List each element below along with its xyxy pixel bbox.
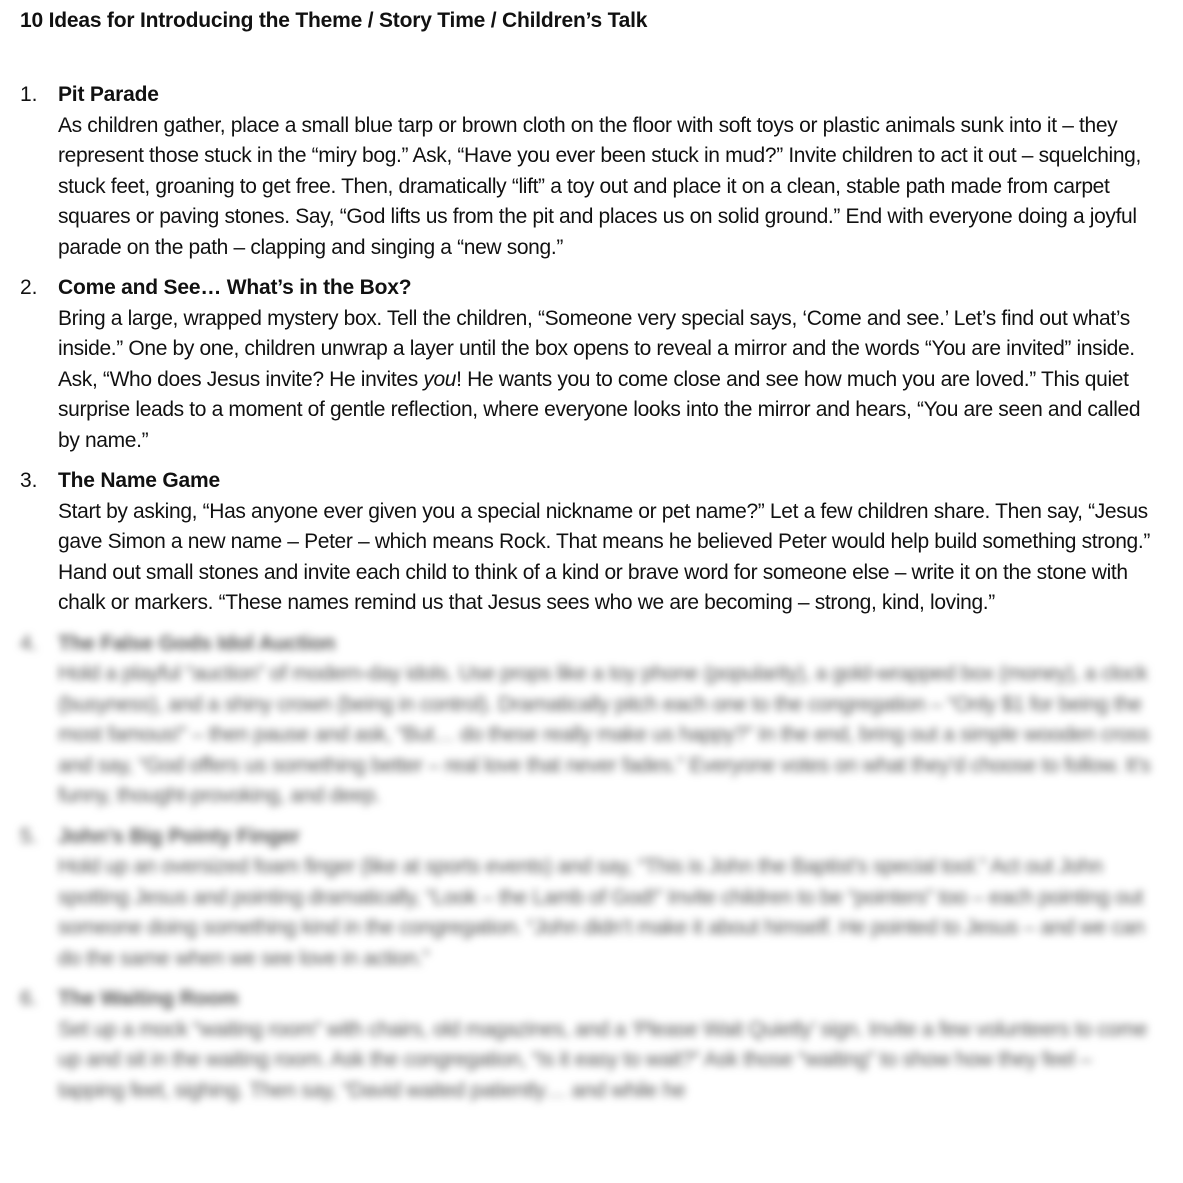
list-item-body: Start by asking, “Has anyone ever given you a special nickname or pet name?” Let a few children share. Then say, “Jesus gave Simon a new name – Peter – which means Rock. That means he believed Peter would help build something strong.” Hand out small stones and invite each child to think of a kind or brave word for someone else – write it on the stone with chalk or markers. “These names remind us that Jesus sees who we are becoming – strong, kind, loving.” xyxy=(58,499,1151,614)
document-title: 10 Ideas for Introducing the Theme / Story Time / Children’s Talk xyxy=(20,9,648,32)
list-item-number: 2. xyxy=(20,276,38,299)
list-item-number: 4. xyxy=(20,631,38,655)
list-item-heading: The False Gods Idol Auction xyxy=(58,631,336,655)
list-item-body xyxy=(58,304,1163,457)
list-item-body: Hold a playful “auction” of modern-day idols. Use props like a toy phone (popularity), a gold-wrapped box (money), a clock (busyness), and a shiny crown (being in control). Dramatically pitch each one to the congregation – “Only $1 for being the most famous!” – then pause and ask, “But… do these really make us happy?” In the end, bring out a simple wooden cross and say, “God offers us something better – real love that never fades.” Everyone votes on what they’d choose to follow. It’s funny, thought-provoking, and deep. xyxy=(58,662,1151,807)
list-item-heading: The Name Game xyxy=(58,469,220,492)
emphasis-text: you xyxy=(423,367,457,391)
list-item-number: 3. xyxy=(20,469,38,492)
list-item-come-and-see xyxy=(0,273,1183,456)
list-item-heading: Come and See… What’s in the Box? xyxy=(58,276,412,299)
list-item-pointy-finger xyxy=(0,822,1183,975)
list-item-idol-auction xyxy=(0,629,1183,812)
list-item-body: Hold up an oversized foam finger (like at sports events) and say, “This is John the Baptist’s special tool.” Act out John spotting Jesus and pointing dramatically, “Look – the Lamb of God!” Invite children to be “pointers” too – each pointing out someone doing something kind in the congregation. “John didn’t make it about himself. He pointed to Jesus – and we can do the same when we see love in action.” xyxy=(58,855,1145,970)
list-item-pit-parade xyxy=(0,80,1183,263)
list-item-number: 1. xyxy=(20,83,38,106)
list-item-body: Set up a mock “waiting room” with chairs, old magazines, and a ‘Please Wait Quietly’ sign. Invite a few volunteers to come up and sit in the waiting room. Ask the congregation, “Is it easy to wait?” Ask those “waiting” to show how they feel – tapping feet, sighing. Then say, “David waited patiently… and while he xyxy=(58,1017,1148,1102)
body-text: ! He wants you to come close and see how much you are loved.” This quiet surprise leads to a moment of gentle reflection, where everyone looks into the mirror and hears, “You are seen and called by name.” xyxy=(58,367,1141,452)
list-item-name-game xyxy=(0,466,1183,619)
body-text: Bring a large, wrapped mystery box. Tell the children, “Someone very special says, ‘Come and see.’ Let’s find out what’s inside.” One by one, children unwrap a layer until the box opens to reveal a mirror and the words “You are invited” inside. Ask, “Who does Jesus invite? He invites xyxy=(58,306,1135,391)
list-item-number: 5. xyxy=(20,824,38,848)
list-item-number: 6. xyxy=(20,987,38,1010)
ideas-list xyxy=(0,80,1183,1116)
blurred-region xyxy=(0,629,1183,1107)
list-item-waiting-room xyxy=(0,984,1183,1106)
list-item-body: As children gather, place a small blue tarp or brown cloth on the floor with soft toys or plastic animals sunk into it – they represent those stuck in the “miry bog.” Ask, “Have you ever been stuck in mud?” Invite children to act it out – squelching, stuck feet, groaning to get free. Then, dramatically “lift” a toy out and place it on a clean, stable path made from carpet squares or paving stones. Say, “God lifts us from the pit and places us on solid ground.” End with everyone doing a joyful parade on the path – clapping and singing a “new song.” xyxy=(58,113,1141,259)
list-item-heading: Pit Parade xyxy=(58,83,159,106)
list-item-heading: The Waiting Room xyxy=(58,987,239,1010)
list-item-heading: John’s Big Pointy Finger xyxy=(58,824,300,848)
